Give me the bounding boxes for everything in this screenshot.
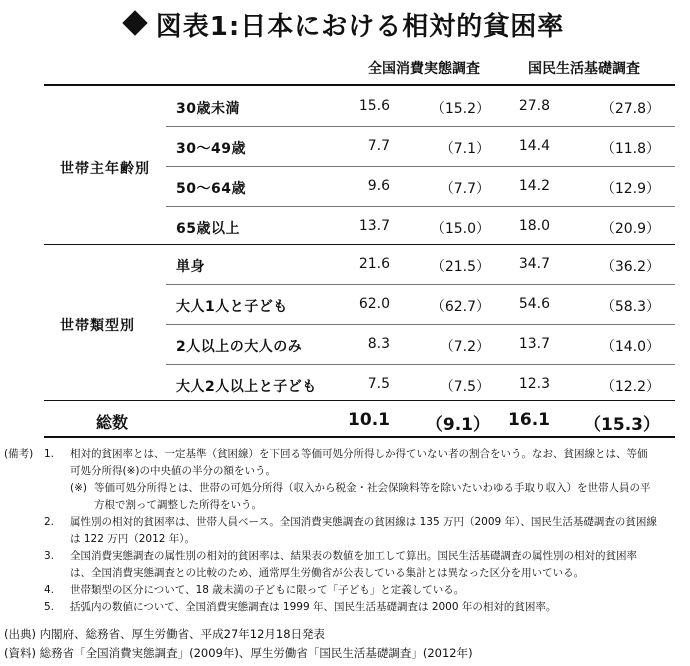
- cell-value: 34.7: [518, 256, 550, 272]
- note-line: 可処分所得(※)の中央値の半分の額をいう。: [70, 465, 276, 477]
- table-row: [0, 208, 690, 246]
- row-label: 30〜49歳: [176, 141, 246, 157]
- total-paren-value: （9.1）: [425, 415, 490, 435]
- cell-paren-value: （27.8）: [600, 101, 660, 117]
- note-number: 2.: [44, 516, 55, 528]
- diamond-bullet-icon: [122, 10, 147, 35]
- row-label: 50〜64歳: [176, 181, 246, 197]
- row-divider: [166, 284, 675, 285]
- total-row: [0, 402, 690, 440]
- cell-value: 12.3: [518, 376, 550, 392]
- note-number: 1.: [44, 448, 55, 460]
- row-divider: [166, 126, 675, 127]
- note-line: 全国消費実態調査の属性別の相対的貧困率は、結果表の数値を加工して算出。国民生活基礎調査の属性別の相対的貧困率: [70, 550, 637, 562]
- notes-heading: (備考): [4, 448, 34, 460]
- total-divider: [44, 400, 675, 401]
- materials-line: (資料) 総務省「全国消費実態調査」(2009年)、厚生労働省「国民生活基礎調査」(2012年): [4, 646, 473, 660]
- cell-value: 21.6: [358, 256, 390, 272]
- note-item: [4, 548, 688, 582]
- table-row: [0, 286, 690, 324]
- note-number: 4.: [44, 584, 55, 596]
- source-line: (出典) 内閣府、総務省、厚生労働省、平成27年12月18日発表: [4, 627, 326, 641]
- cell-value: 62.0: [358, 296, 390, 312]
- row-divider: [166, 166, 675, 167]
- note-line: 相対的貧困率とは、一定基準（貧困線）を下回る等価可処分所得しか得ていない者の割合をいう。なお、貧困線とは、等価: [70, 448, 648, 460]
- note-number: (※): [70, 482, 87, 494]
- group-label-age: 世帯主年齢別: [60, 161, 150, 177]
- figure-title: [0, 6, 690, 43]
- note-item: [4, 582, 688, 599]
- cell-value: 18.0: [518, 218, 550, 234]
- figure-title-text: 図表1:日本における相対的貧困率: [155, 12, 565, 42]
- cell-paren-value: （58.3）: [600, 299, 660, 315]
- note-line: 方根で割って調整した所得をいう。: [94, 499, 262, 511]
- cell-value: 54.6: [518, 296, 550, 312]
- cell-paren-value: （62.7）: [430, 299, 490, 315]
- notes-block: [4, 446, 688, 616]
- table-row: [0, 366, 690, 404]
- row-divider: [166, 364, 675, 365]
- group-divider: [44, 244, 675, 245]
- note-line: 世帯類型の区分について、18 歳未満の子どもに限って「子ども」と定義している。: [70, 584, 465, 596]
- cell-paren-value: （20.9）: [600, 221, 660, 237]
- cell-paren-value: （15.2）: [430, 101, 490, 117]
- cell-value: 7.5: [367, 376, 390, 392]
- note-line: 属性別の相対的貧困率は、世帯人員ベース。全国消費実態調査の貧困線は 135 万円（2009 年）、国民生活基礎調査の貧困線: [70, 516, 657, 528]
- row-label: 30歳未満: [176, 101, 240, 117]
- cell-paren-value: （7.7）: [439, 181, 490, 197]
- cell-value: 27.8: [518, 98, 550, 114]
- note-line: 括弧内の数値について、全国消費実態調査は 1999 年、国民生活基礎調査は 2000 年の相対的貧困率。: [70, 601, 557, 613]
- cell-value: 14.4: [518, 138, 550, 154]
- cell-paren-value: （14.0）: [600, 339, 660, 355]
- row-label: 大人1人と子ども: [176, 299, 288, 315]
- note-line: は、全国消費実態調査との比較のため、通常厚生労働省が公表している集計とは異なった区分を用いている。: [70, 567, 585, 579]
- note-number: 3.: [44, 550, 55, 562]
- note-number: 5.: [44, 601, 55, 613]
- note-sub-item: [4, 480, 688, 514]
- group-label-household-type: 世帯類型別: [60, 318, 135, 334]
- row-divider: [166, 206, 675, 207]
- table-row: [0, 88, 690, 126]
- row-divider: [166, 324, 675, 325]
- cell-value: 13.7: [518, 336, 550, 352]
- note-line: は 122 万円（2012 年）。: [70, 533, 196, 545]
- cell-paren-value: （12.2）: [600, 379, 660, 395]
- cell-value: 7.7: [367, 138, 390, 154]
- cell-paren-value: （7.5）: [439, 379, 490, 395]
- cell-paren-value: （15.0）: [430, 221, 490, 237]
- note-line: 等価可処分所得とは、世帯の可処分所得（収入から税金・社会保険料等を除いたいわゆる手取り収入）を世帯人員の平: [94, 482, 651, 494]
- column-header-comprehensive-survey-of-living: 国民生活基礎調査: [528, 61, 640, 77]
- total-value: 10.1: [348, 410, 390, 430]
- row-label: 単身: [176, 259, 205, 275]
- cell-value: 9.6: [367, 178, 390, 194]
- cell-paren-value: （36.2）: [600, 259, 660, 275]
- cell-paren-value: （21.5）: [430, 259, 490, 275]
- cell-paren-value: （7.2）: [439, 339, 490, 355]
- total-paren-value: （15.3）: [584, 415, 660, 435]
- note-item: [4, 514, 688, 548]
- row-label: 2人以上の大人のみ: [176, 339, 303, 355]
- cell-paren-value: （7.1）: [439, 141, 490, 157]
- table-row: [0, 246, 690, 284]
- total-label: 総数: [96, 413, 129, 432]
- table-bottom-rule: [44, 436, 675, 438]
- table-row: [0, 168, 690, 206]
- note-item: [4, 599, 688, 616]
- total-value: 16.1: [508, 410, 550, 430]
- row-label: 大人2人以上と子ども: [176, 379, 317, 395]
- row-label: 65歳以上: [176, 221, 240, 237]
- column-header-national-survey-of-family-income: 全国消費実態調査: [368, 61, 480, 77]
- table-row: [0, 326, 690, 364]
- note-item: [4, 446, 688, 480]
- cell-paren-value: （12.9）: [600, 181, 660, 197]
- table-top-rule: [44, 84, 675, 86]
- cell-paren-value: （11.8）: [600, 141, 660, 157]
- table-row: [0, 128, 690, 166]
- cell-value: 14.2: [518, 178, 550, 194]
- cell-value: 15.6: [358, 98, 390, 114]
- cell-value: 13.7: [358, 218, 390, 234]
- cell-value: 8.3: [367, 336, 390, 352]
